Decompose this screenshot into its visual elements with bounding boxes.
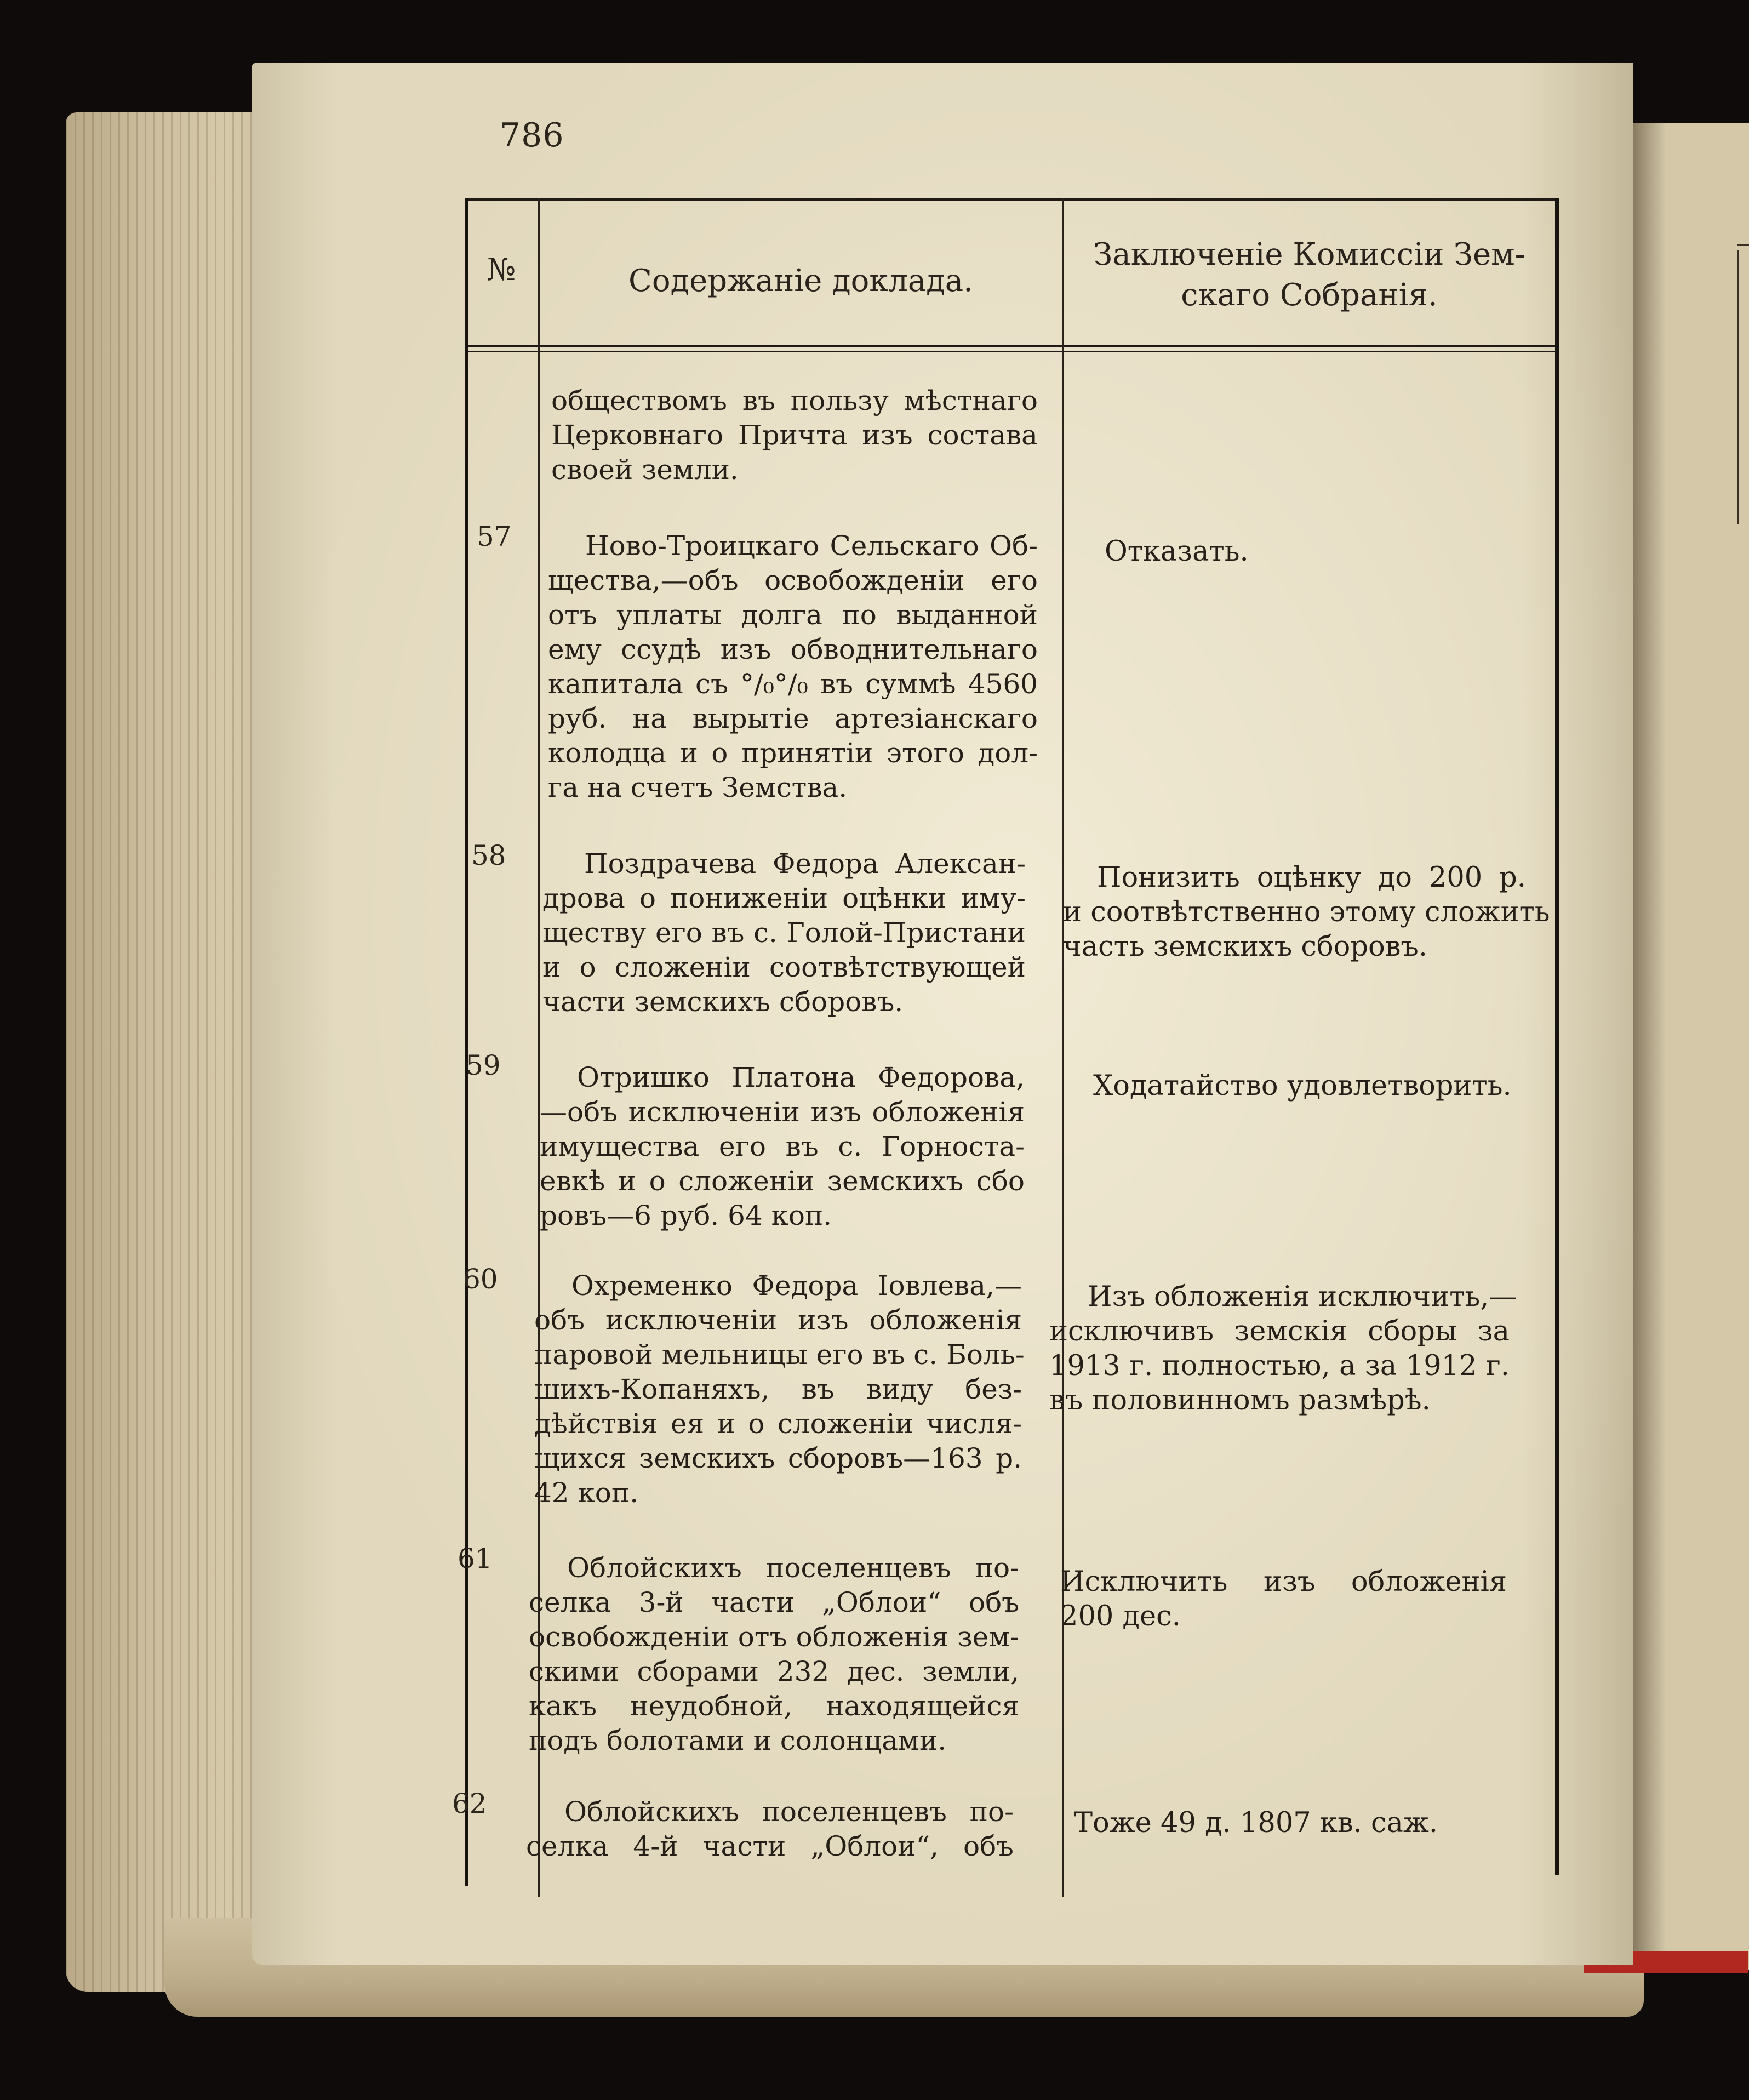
text-line: Церковнаго Причта изъ состава bbox=[551, 419, 1038, 451]
row-number: 58 bbox=[471, 840, 506, 871]
row-number: 60 bbox=[463, 1263, 498, 1295]
conclusion-line: исключивъ земскія сборы за bbox=[1049, 1315, 1510, 1348]
table-right-border bbox=[1555, 198, 1559, 1875]
text-line: щества,—объ освобожденіи его bbox=[548, 564, 1038, 596]
conclusion-line: Исключить изъ обложенія bbox=[1060, 1566, 1507, 1598]
text-line: паровой мельницы его въ с. Боль- bbox=[534, 1339, 1025, 1371]
conclusion-line: и соотвѣтственно этому сложить bbox=[1063, 896, 1550, 928]
text-line: дрова о пониженіи оцѣнки иму- bbox=[542, 882, 1026, 914]
row-content bbox=[526, 1795, 1014, 1864]
text-line: га на счетъ Земства. bbox=[548, 772, 848, 803]
text-line: объ исключеніи изъ обложенія bbox=[534, 1304, 1022, 1336]
text-line: Охременко Федора Іовлева,— bbox=[571, 1270, 1022, 1302]
text-line: имущества его въ с. Горноста- bbox=[540, 1131, 1025, 1162]
text-line: руб. на вырытіе артезіанскаго bbox=[548, 703, 1038, 734]
text-line: отъ уплаты долга по выданной bbox=[548, 599, 1038, 631]
row-conclusion bbox=[1060, 1565, 1507, 1634]
row-conclusion bbox=[1049, 1280, 1517, 1418]
facing-page-rule bbox=[1737, 244, 1749, 246]
table-left-border bbox=[465, 198, 468, 1886]
conclusion-line: часть земскихъ сборовъ. bbox=[1063, 931, 1428, 963]
text-line: 42 коп. bbox=[534, 1477, 639, 1509]
text-line: —объ исключеніи изъ обложенія bbox=[540, 1096, 1025, 1128]
text-line: селка 3-й части „Облои“ объ bbox=[529, 1587, 1019, 1618]
row-content bbox=[542, 847, 1026, 1019]
conclusion-line: 1913 г. полностью, а за 1912 г. bbox=[1049, 1350, 1510, 1382]
continuation-text bbox=[551, 384, 1038, 487]
text-line: какъ неудобной, находящейся bbox=[529, 1690, 1019, 1722]
text-line: своей земли. bbox=[551, 454, 739, 486]
header-rule bbox=[465, 345, 1559, 347]
conclusion-line: Ходатайство удовлетворить. bbox=[1093, 1070, 1512, 1102]
conclusion-line: въ половинномъ размѣрѣ. bbox=[1049, 1384, 1431, 1417]
text-line: евкѣ и о сложеніи земскихъ сбо bbox=[540, 1165, 1025, 1197]
table-top-rule bbox=[465, 198, 1559, 201]
conclusion-line: Изъ обложенія исключить,— bbox=[1088, 1281, 1517, 1313]
header-number: № bbox=[487, 252, 516, 288]
text-line: части земскихъ сборовъ. bbox=[542, 986, 904, 1018]
row-conclusion bbox=[1074, 1806, 1438, 1840]
text-line: колодца и о принятіи этого дол- bbox=[548, 737, 1038, 769]
text-line: Облойскихъ поселенцевъ по- bbox=[567, 1552, 1019, 1584]
row-content bbox=[529, 1551, 1019, 1758]
text-line: Поздрачева Федора Алексан- bbox=[584, 848, 1026, 880]
column-divider bbox=[1062, 198, 1064, 1897]
row-content bbox=[534, 1269, 1025, 1510]
text-line: ровъ—6 руб. 64 коп. bbox=[540, 1200, 832, 1231]
conclusion-line: Отказать. bbox=[1105, 535, 1249, 568]
text-line: и о сложеніи соотвѣтствующей bbox=[542, 951, 1026, 983]
text-line: щихся земскихъ сборовъ—163 р. bbox=[534, 1442, 1022, 1474]
text-line: освобожденіи отъ обложенія зем- bbox=[529, 1621, 1019, 1653]
row-number: 59 bbox=[466, 1049, 501, 1081]
header-conclusion bbox=[1064, 235, 1555, 316]
text-line: капитала съ °/₀°/₀ въ суммѣ 4560 bbox=[548, 668, 1038, 700]
header-conclusion-line: скаго Собранія. bbox=[1181, 277, 1438, 313]
header-rule bbox=[465, 351, 1559, 352]
conclusion-line: Тоже 49 д. 1807 кв. саж. bbox=[1074, 1807, 1438, 1839]
row-number: 57 bbox=[477, 521, 512, 552]
page-number: 786 bbox=[500, 116, 564, 155]
text-line: Ново-Троицкаго Сельскаго Об- bbox=[585, 530, 1038, 562]
row-number: 61 bbox=[458, 1543, 493, 1574]
text-line: скими сборами 232 дес. земли, bbox=[529, 1656, 1019, 1687]
text-line: ществу его въ с. Голой-Пристани bbox=[542, 917, 1026, 949]
text-line: шихъ-Копаняхъ, въ виду без- bbox=[534, 1373, 1022, 1405]
conclusion-line: 200 дес. bbox=[1060, 1600, 1181, 1633]
conclusion-line: Понизить оцѣнку до 200 р. bbox=[1097, 861, 1526, 894]
text-line: дѣйствія ея и о сложеніи числя- bbox=[534, 1408, 1022, 1440]
text-line: подъ болотами и солонцами. bbox=[529, 1725, 947, 1756]
row-content bbox=[540, 1060, 1025, 1233]
row-conclusion bbox=[1093, 1069, 1512, 1103]
header-content: Содержаніе доклада. bbox=[628, 263, 973, 299]
text-line: обществомъ въ пользу мѣстнаго bbox=[551, 385, 1038, 416]
row-content bbox=[548, 529, 1038, 805]
text-line: Отришко Платона Федорова, bbox=[577, 1062, 1025, 1093]
row-conclusion bbox=[1063, 860, 1550, 964]
text-line: Облойскихъ поселенцевъ по- bbox=[564, 1796, 1014, 1828]
text-line: ему ссудѣ изъ обводнительнаго bbox=[548, 634, 1038, 665]
facing-page-edge bbox=[1630, 123, 1749, 1970]
facing-page-rule bbox=[1737, 250, 1739, 524]
row-conclusion bbox=[1105, 534, 1249, 569]
row-number: 62 bbox=[452, 1788, 487, 1819]
header-conclusion-line: Заключеніе Комиссіи Зем- bbox=[1093, 237, 1525, 272]
text-line: селка 4-й части „Облои“, объ bbox=[526, 1830, 1014, 1862]
